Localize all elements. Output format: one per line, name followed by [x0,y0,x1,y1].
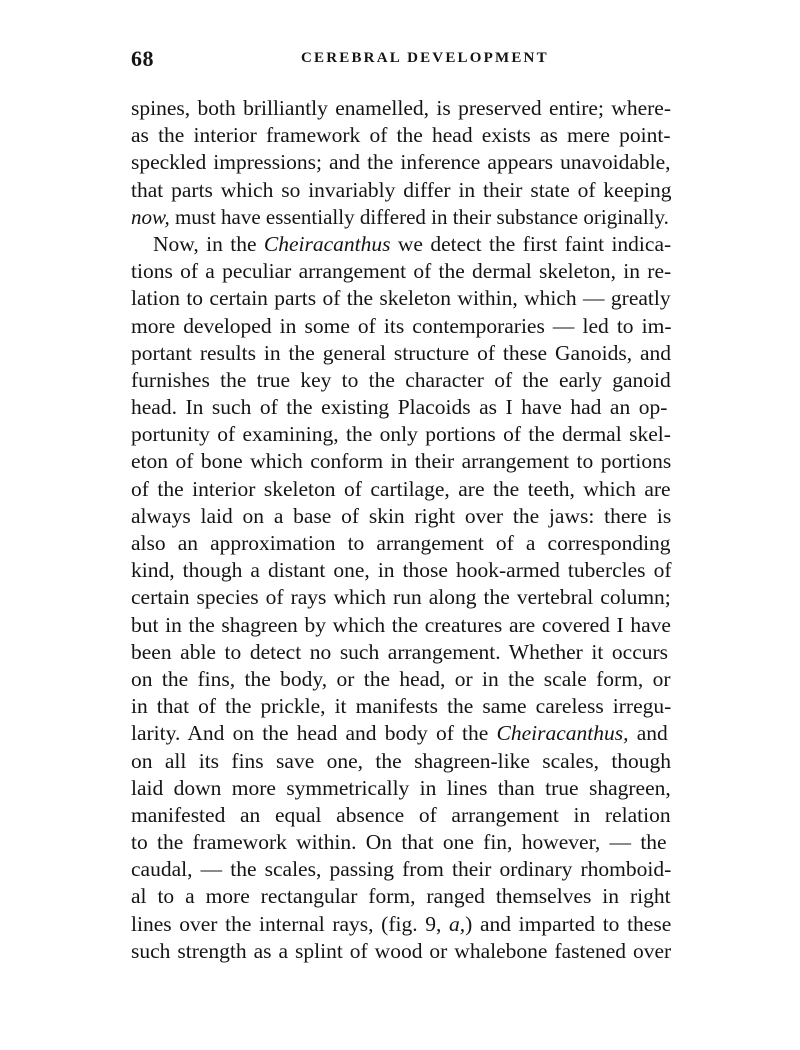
text-line: on all its fins save one, the shagreen-like scales, though [131,748,672,773]
text-line: such strength as a splint of wood or whalebone fastened over [131,938,672,963]
text-line: kind, though a distant one, in those hook-armed tubercles of [131,558,672,583]
text-line-paragraph-end: now, must have essentially differed in their substance originally. [131,204,669,229]
text-line: been able to detect no such arrangement. Whether it occurs [131,639,669,664]
text-line: head. In such of the existing Placoids as I have had an op- [131,395,668,420]
text-line: that parts which so invariably differ in their state of keeping [131,177,672,202]
text-line-paragraph-start: Now, in the Cheiracanthus we detect the first faint indica- [153,231,672,256]
text-line: al to a more rectangular form, ranged themselves in right [131,884,671,909]
text-line: caudal, — the scales, passing from their ordinary rhomboid- [131,857,672,882]
text-line: lines over the internal rays, (fig. 9, a,) and imparted to these [131,911,672,936]
italic-word: Cheiracanthus [263,231,391,256]
italic-word: a, [449,911,466,936]
italic-word: now, [131,204,170,229]
text-line: portunity of examining, the only portions of the dermal skel- [131,422,671,447]
text-line: portant results in the general structure of these Ganoids, and [131,340,672,365]
text-line: spines, both brilliantly enamelled, is preserved entire; where- [131,96,671,120]
text-line: also an approximation to arrangement of a corresponding [131,531,671,555]
text-line: larity. And on the head and body of the Cheiracanthus, and [131,721,668,746]
text-line: on the fins, the body, or the head, or in the scale form, or [131,666,671,691]
text-line: laid down more symmetrically in lines than true shagreen, [131,775,671,800]
text-line: speckled impressions; and the inference appears unavoidable, [131,150,671,175]
text-line: tions of a peculiar arrangement of the dermal skeleton, in re- [131,259,672,284]
text-line: certain species of rays which run along the vertebral column; [131,585,671,610]
page-number: 68 [131,46,154,71]
text-line: eton of bone which conform in their arrangement to portions [131,449,672,474]
running-head [131,46,671,76]
text-line: in that of the prickle, it manifests the same careless irregu- [131,694,672,719]
running-title: CEREBRAL DEVELOPMENT [301,50,549,66]
text-line: manifested an equal absence of arrangement in relation [131,802,671,827]
text-line: always laid on a base of skin right over the jaws: there is [131,503,672,528]
text-line: but in the shagreen by which the creatures are covered I have [131,612,671,637]
text-line: lation to certain parts of the skeleton within, which — greatly [131,286,671,311]
text-line: as the interior framework of the head exists as mere point- [131,123,671,148]
text-line: more developed in some of its contemporaries — led to im- [131,313,672,338]
text-line: of the interior skeleton of cartilage, are the teeth, which are [131,476,671,501]
body-text [131,95,671,965]
text-line: furnishes the true key to the character of the early ganoid [131,367,671,392]
text-line: to the framework within. On that one fin, however, — the [131,830,667,855]
italic-word: Cheiracanthus, [496,721,629,746]
